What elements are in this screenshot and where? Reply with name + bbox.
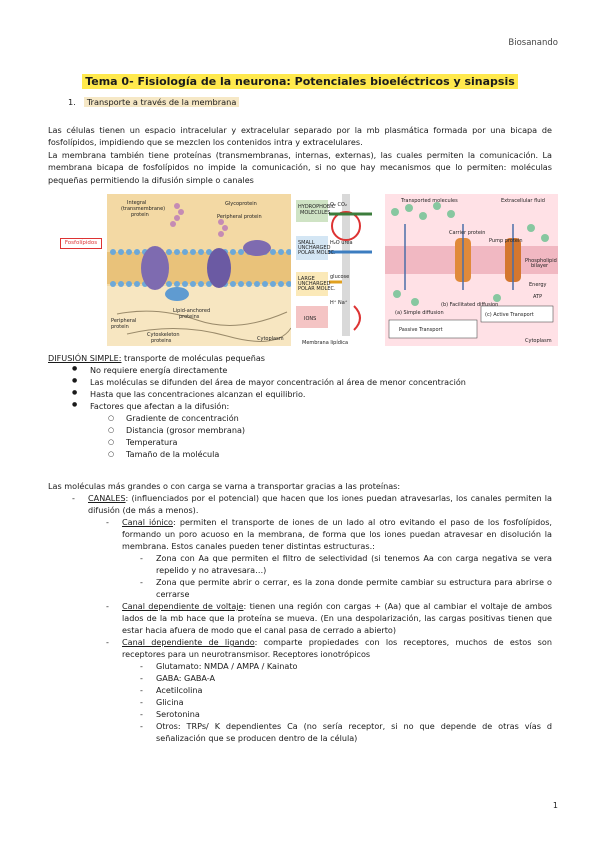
list-item: - Serotonina: [156, 708, 552, 720]
canales-heading: CANALES: [88, 493, 126, 503]
svg-text:proteins: proteins: [151, 338, 172, 344]
svg-text:(c) Active Transport: (c) Active Transport: [485, 312, 534, 318]
list-item: - Glicina: [156, 696, 552, 708]
svg-text:POLAR MOLEC.: POLAR MOLEC.: [298, 250, 336, 256]
svg-text:UNCHARGED: UNCHARGED: [298, 245, 331, 251]
intro-paragraph: Las células tienen un espacio intracelular y extracelular separado por la mb plasmática formada por una bicapa de fosfolípidos, impidiendo que se mezclen los contenidos intra y extracelulares.: [48, 125, 552, 148]
list-item: - Otros: TRPs/ K dependientes Ca (no sería receptor, si no que depende de otras vías d señalización que se producen dentro de la célula): [156, 720, 552, 744]
svg-text:Lipid-anchored: Lipid-anchored: [173, 308, 211, 314]
svg-text:protein: protein: [131, 212, 149, 218]
canal-ligando-heading: Canal dependiente de ligando: [122, 637, 255, 647]
transport-types-figure: [385, 194, 558, 346]
svg-text:Energy: Energy: [529, 282, 547, 288]
section-heading: 1. Transporte a través de la membrana: [68, 97, 239, 107]
list-item: ○ Gradiente de concentración: [126, 412, 552, 424]
svg-text:(transmembrane): (transmembrane): [121, 206, 166, 212]
canales-block: Las moléculas más grandes o con carga se varna a transportar gracias a las proteínas: - CANALES: (influenciados por el potencial) que hacen que los iones puedan atravesarlas, los canales permiten la difusión (de más a menos). - Canal iónico: permiten el transporte de iones de un lado al otro evitando el paso de los fosfolípidos, formando un poro acuoso en la membrana, de forma que los iones puedan atravesar en disolución la membrana. Estos canales pueden tener distintas estructuras.: - Zona con Aa que permiten el filtro de selectividad (si tenemos Aa con carga negativa se vera repelido y no atravesara…) - Zona que permite abrir o cerrar, es la zona donde permite cambiar su estructura para abrirse o cerrarse - Canal dependiente de voltaje: tienen una región con cargas + (Aa) que al cambiar el voltaje de ambos lados de la mb hace que la proteína se mueva. (En una despolarización, las cargas positivas tienen que estar hacia afuera de modo que el canal pasa de cerrado a abierto) - Canal dependiente de ligando: comparte propiedades con los receptores, muchos de estos son receptores para un neurotransmisor. Receptores ionotrópicos - Glutamato: NMDA / AMPA / Kainato - GABA: GABA-A - Acetilcolina - Glicina - Serotonina - Otros: TRPs/ K dependientes Ca (no sería receptor, si no que depende de otras vías d señalización que se producen dentro de la célula): [48, 480, 552, 744]
svg-text:H⁺ Na⁺: H⁺ Na⁺: [330, 300, 348, 306]
canal-voltaje-heading: Canal dependiente de voltaje: [122, 601, 244, 611]
membrane-paragraph: La membrana también tiene proteínas (transmembranas, internas, externas), las cuales permiten la comunicación. La membrana bicapa de fosfolípidos no impide la comunicación, si no que hay mecanismos que lo permiten: moléculas pequeñas permitiendo la difusión simple o canales: [48, 150, 552, 185]
svg-text:Peripheral: Peripheral: [111, 318, 137, 324]
svg-text:Transported molecules: Transported molecules: [401, 198, 458, 204]
svg-text:Integral: Integral: [127, 200, 147, 206]
svg-text:Cytoskeleton: Cytoskeleton: [147, 332, 180, 338]
list-item: - GABA: GABA-A: [156, 672, 552, 684]
svg-text:LARGE: LARGE: [298, 276, 315, 282]
svg-text:Glycoprotein: Glycoprotein: [225, 201, 257, 207]
svg-text:(b) Facilitated diffusion: (b) Facilitated diffusion: [441, 302, 499, 308]
svg-text:H₂O urea: H₂O urea: [330, 240, 353, 246]
running-header: Biosanando: [508, 38, 558, 48]
page-title: Tema 0- Fisiología de la neurona: Potenciales bioeléctricos y sinapsis: [48, 70, 552, 89]
list-item: - Zona con Aa que permiten el filtro de selectividad (si tenemos Aa con carga negativa se vera repelido y no atravesara…): [156, 552, 552, 576]
svg-text:Carrier protein: Carrier protein: [449, 230, 486, 236]
svg-text:SMALL: SMALL: [298, 240, 315, 246]
svg-text:Pump protein: Pump protein: [489, 238, 523, 244]
svg-text:Cytoplasm: Cytoplasm: [257, 336, 284, 342]
membrane-structure-figure: [107, 194, 291, 346]
proteins-intro: Las moléculas más grandes o con carga se varna a transportar gracias a las proteínas:: [48, 481, 401, 491]
svg-text:bilayer: bilayer: [531, 263, 549, 269]
svg-text:proteins: proteins: [179, 314, 200, 320]
phospholipid-callout: Fosfolípidos: [60, 238, 102, 249]
svg-text:Peripheral protein: Peripheral protein: [217, 214, 262, 220]
list-item: ● Hasta que las concentraciones alcanzan el equilibrio.: [90, 388, 552, 400]
svg-text:Membrana lipídica: Membrana lipídica: [302, 340, 349, 346]
svg-text:Passive Transport: Passive Transport: [399, 327, 443, 333]
svg-text:MOLECULES: MOLECULES: [300, 210, 331, 216]
page-number: 1: [552, 801, 558, 810]
difusion-simple-block: DIFUSIÓN SIMPLE: transporte de moléculas pequeñas ● No requiere energía directamente ● Las moléculas se difunden del área de mayor concentración al área de menor concentración ● Hasta que las concentraciones alcanzan el equilibrio. ● Factores que afectan a la difusión: ○ Gradiente de concentración ○ Distancia (grosor membrana) ○ Temperatura ○ Tamaño de la molécula: [48, 352, 552, 460]
svg-text:protein: protein: [111, 324, 129, 330]
svg-text:Cytoplasm: Cytoplasm: [525, 338, 552, 344]
svg-text:HYDROPHOBIC: HYDROPHOBIC: [298, 204, 336, 210]
list-item: - Glutamato: NMDA / AMPA / Kainato: [156, 660, 552, 672]
svg-text:POLAR MOLEC.: POLAR MOLEC.: [298, 286, 336, 292]
list-item: ○ Temperatura: [126, 436, 552, 448]
svg-text:O₂ CO₂: O₂ CO₂: [330, 202, 347, 208]
permeability-figure: [294, 194, 382, 346]
svg-text:Extracellular fluid: Extracellular fluid: [501, 198, 545, 204]
list-item: ● Las moléculas se difunden del área de mayor concentración al área de menor concentración: [90, 376, 552, 388]
list-item: ● No requiere energía directamente: [90, 364, 552, 376]
canal-ionico-heading: Canal iónico: [122, 517, 174, 527]
svg-text:IONS: IONS: [304, 316, 317, 322]
list-item: - Zona que permite abrir o cerrar, es la zona donde permite cambiar su estructura para abrirse o cerrarse: [156, 576, 552, 600]
svg-text:UNCHARGED: UNCHARGED: [298, 281, 331, 287]
svg-text:ATP: ATP: [533, 294, 543, 300]
list-item: ○ Tamaño de la molécula: [126, 448, 552, 460]
difusion-heading: DIFUSIÓN SIMPLE:: [48, 353, 122, 363]
svg-text:(a) Simple diffusion: (a) Simple diffusion: [395, 310, 444, 316]
svg-text:glucose: glucose: [330, 274, 350, 280]
list-item: - Acetilcolina: [156, 684, 552, 696]
svg-text:Phospholipid: Phospholipid: [525, 258, 557, 264]
list-item: ○ Distancia (grosor membrana): [126, 424, 552, 436]
list-item: ● Factores que afectan a la difusión: ○ Gradiente de concentración ○ Distancia (grosor membrana) ○ Temperatura ○ Tamaño de la molécula: [90, 400, 552, 460]
